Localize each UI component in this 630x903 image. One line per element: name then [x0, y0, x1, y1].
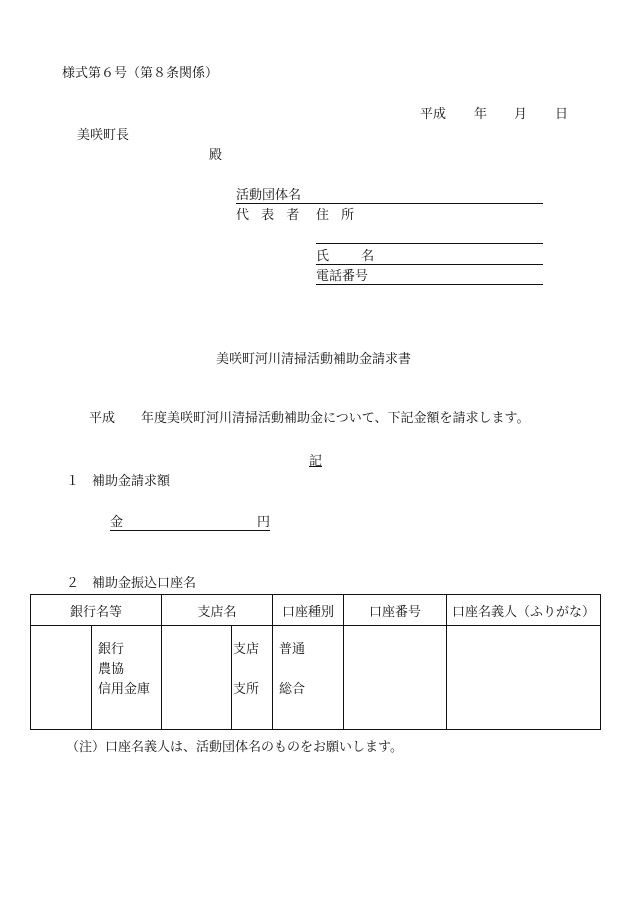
- branch-name-input-cell[interactable]: [162, 626, 232, 730]
- bank-name-input-cell[interactable]: [31, 626, 92, 730]
- form-label: 様式第６号（第８条関係）: [62, 66, 219, 81]
- account-holder-input-cell[interactable]: [447, 626, 601, 730]
- name-line: [316, 264, 543, 265]
- branch-type-cell: [232, 626, 273, 730]
- phone-label: 電話番号: [316, 269, 369, 284]
- date-day: 日: [555, 107, 569, 122]
- bank-type-bank[interactable]: 銀行: [98, 642, 125, 657]
- amount-line: [110, 530, 270, 531]
- body-text: 年度美咲町河川清掃活動補助金について、下記金額を請求します。: [141, 411, 530, 426]
- date-month: 月: [514, 107, 528, 122]
- group-name-label: 活動団体名: [236, 188, 302, 203]
- section1-heading: １ 補助金請求額: [66, 474, 171, 489]
- table-row: [31, 626, 601, 730]
- document-title: 美咲町河川清掃活動補助金請求書: [216, 352, 412, 367]
- table-header-row: [31, 595, 601, 626]
- branch-type-office[interactable]: 支所: [233, 682, 260, 697]
- account-type-spacer: [279, 660, 343, 680]
- header-account-type: 口座種別: [273, 595, 344, 626]
- header-account-holder: 口座名義人（ふりがな）: [447, 595, 601, 626]
- date-year: 年: [474, 107, 488, 122]
- body-era: 平成: [89, 411, 116, 426]
- address-line: [316, 243, 543, 244]
- bank-type-agri[interactable]: 農協: [98, 662, 125, 677]
- address-label: 住 所: [316, 208, 359, 223]
- account-type-cell: [273, 626, 344, 730]
- ki-label: 記: [309, 454, 323, 469]
- account-number-input-cell[interactable]: [344, 626, 447, 730]
- date-era: 平成: [420, 107, 447, 122]
- amount-unit: 円: [257, 515, 271, 530]
- account-type-ordinary[interactable]: 普通: [279, 642, 306, 657]
- account-type-general[interactable]: 総合: [279, 682, 306, 697]
- phone-line: [316, 284, 543, 285]
- amount-prefix: 金: [110, 515, 124, 530]
- name-label: 氏 名: [316, 249, 389, 264]
- header-branch-name: 支店名: [162, 595, 273, 626]
- branch-type-spacer: [233, 660, 272, 680]
- footnote: （注）口座名義人は、活動団体名のものをお願いします。: [66, 740, 403, 755]
- bank-type-credit[interactable]: 信用金庫: [98, 682, 151, 697]
- representative-label: 代 表 者: [236, 208, 304, 223]
- addressee-name: 美咲町長: [77, 128, 130, 143]
- branch-type-branch[interactable]: 支店: [233, 642, 260, 657]
- bank-account-table: [30, 594, 601, 730]
- addressee-honorific: 殿: [209, 148, 223, 163]
- bank-type-cell: [92, 626, 162, 730]
- header-bank-name: 銀行名等: [31, 595, 162, 626]
- header-account-number: 口座番号: [344, 595, 447, 626]
- group-name-line: [236, 203, 543, 204]
- section2-heading: ２ 補助金振込口座名: [66, 576, 197, 591]
